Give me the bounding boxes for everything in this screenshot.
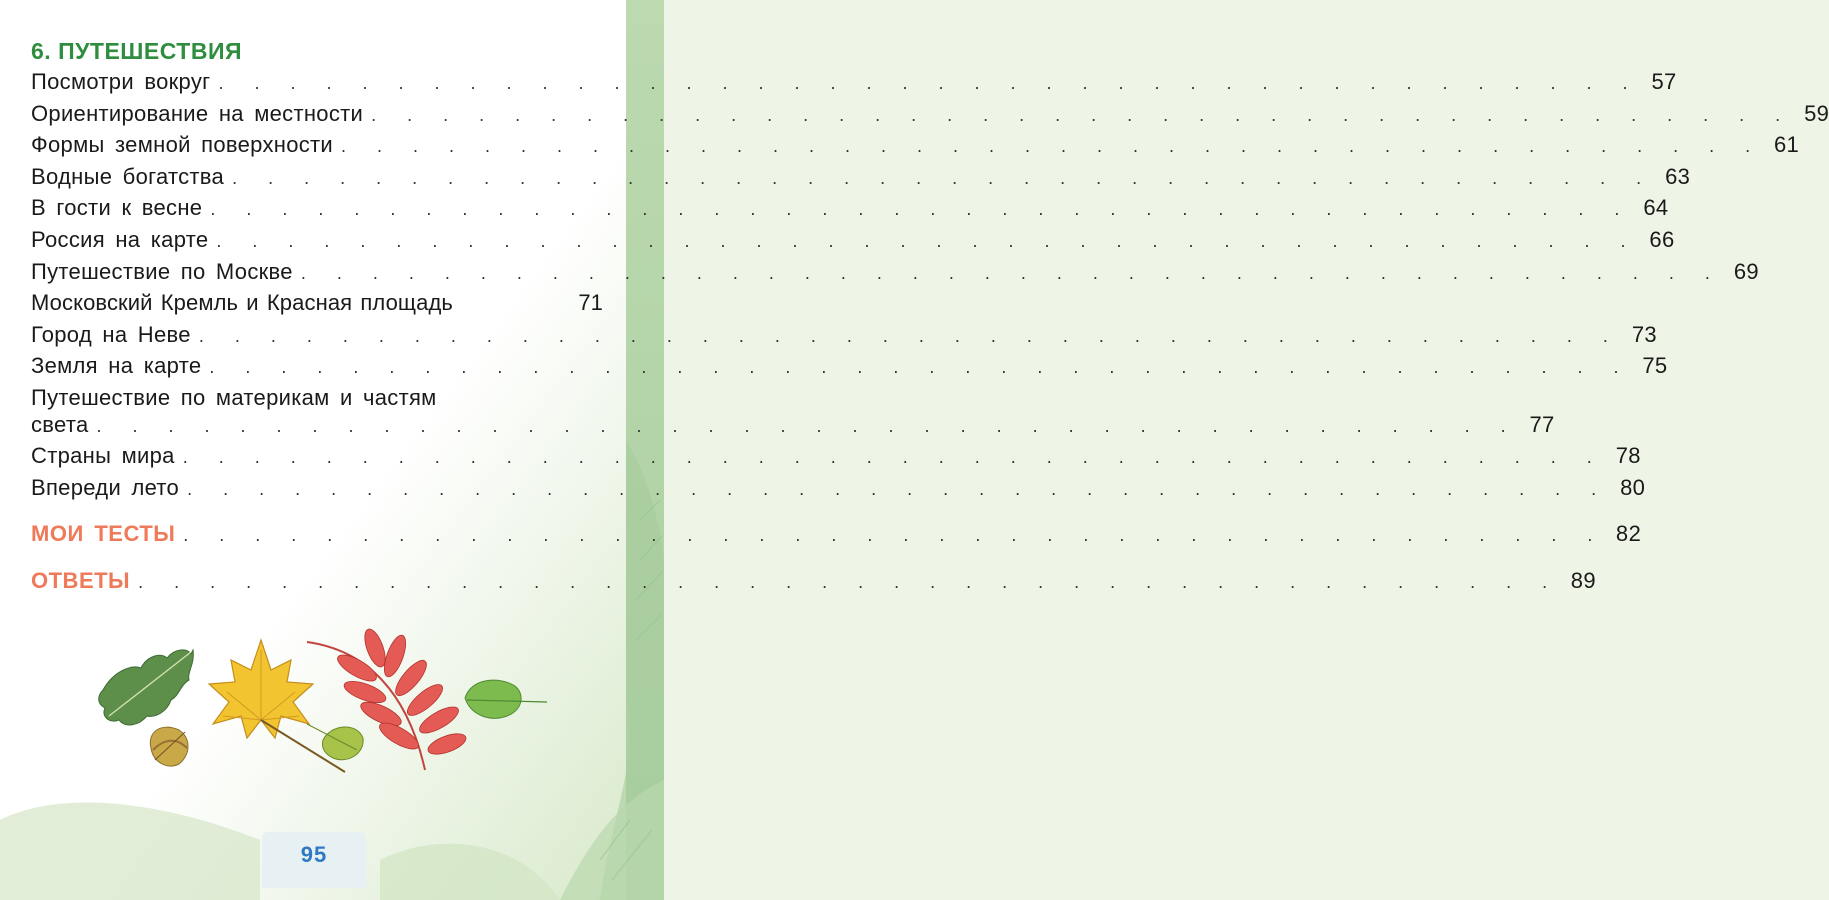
toc-entry-page: 57: [1651, 69, 1677, 94]
toc-entry: [31, 350, 1668, 382]
toc-entry: [31, 161, 1691, 193]
toc-entry: [31, 409, 1555, 441]
toc-entry-page: 80: [1620, 474, 1646, 500]
toc-entry-title: Страны мира: [31, 443, 175, 469]
toc-entry-title: Московский Кремль и Красная площадь: [31, 290, 453, 316]
dot-leader: . . . . . . . . . . . . . . . . . . . . . . . . . . . . . . . . . . . . . . . .: [209, 357, 1630, 378]
toc-entry-my-tests: [31, 518, 1642, 550]
toc-entry-title-continued: света: [31, 411, 89, 437]
toc-entry-title: Формы земной поверхности: [31, 132, 333, 158]
toc-entry-page: 82: [1615, 521, 1642, 547]
toc-entry: [31, 440, 1641, 472]
dot-leader: . . . . . . . . . . . . . . . . . . . . . . . . . . . . . . . . . . . . . . . .: [182, 447, 1603, 468]
dot-leader: . . . . . . . . . . . . . . . . . . . . . . . . . . . . . . . . . . . . . . . .: [210, 199, 1631, 220]
page-number-tab: [262, 832, 366, 888]
dot-leader: . . . . . . . . . . . . . . . . . . . . . . . . . . . . . . . . . . . . . . . .: [187, 478, 1608, 499]
toc-entry-page: 64: [1643, 195, 1669, 221]
toc-entry-page: 73: [1631, 321, 1657, 347]
toc-entry: [31, 192, 1669, 224]
toc-entry: [31, 224, 1675, 256]
toc-entry: [31, 98, 1829, 130]
toc-entry-title: Посмотри вокруг: [31, 69, 211, 94]
toc-entry-page: 75: [1642, 353, 1668, 379]
toc-entry-title: Земля на карте: [31, 353, 202, 379]
toc-entry: [31, 319, 1657, 351]
toc-entry-title: Впереди лето: [31, 474, 180, 500]
dot-leader: . . . . . . . . . . . . . . . . . . . . . . . . . . . . . . . . . . . . . . . .: [96, 415, 1517, 436]
autumn-leaves-illustration: [95, 620, 555, 780]
dot-leader: . . . . . . . . . . . . . . . . . . . . . . . . . . . . . . . . . . . . . . . .: [138, 571, 1559, 592]
dot-leader: . . . . . . . . . . . . . . . . . . . . . . . . . . . . . . . . . . . . . . . .: [300, 262, 1721, 283]
dot-leader: . . . . . . . . . . . . . . . . . . . . . . . . . . . . . . . . . . . . . . . .: [218, 73, 1639, 93]
toc-entry-page: 69: [1733, 258, 1759, 284]
toc-entry-title: Город на Неве: [31, 321, 191, 347]
dot-leader: . . . . . . . . . . . . . . . . . . . . . . . . . . . . . . . . . . . . . . . .: [183, 525, 1604, 546]
dot-leader: . . . . . . . . . . . . . . . . . . . . . . . . . . . . . . . . . . . . . . . .: [216, 230, 1637, 251]
toc-entry-title: Путешествие по материкам и частям: [31, 384, 437, 410]
toc-entry-page: 63: [1665, 163, 1691, 189]
toc-entry-title: В гости к весне: [31, 195, 203, 221]
maple-leaf-icon: [209, 640, 345, 772]
toc-entry-title: Россия на карте: [31, 226, 209, 252]
toc-entry-title: ОТВЕТЫ: [31, 567, 131, 593]
toc-entry: [31, 287, 603, 319]
toc-entry-answers: [31, 565, 1597, 597]
table-of-contents: [31, 36, 1829, 597]
dot-leader: . . . . . . . . . . . . . . . . . . . . . . . . . . . . . . . . . . . . . . . .: [371, 104, 1792, 125]
toc-entry-page: 77: [1529, 411, 1555, 437]
section-title: 6. ПУТЕШЕСТВИЯ: [31, 38, 243, 64]
toc-entry-page: 78: [1615, 443, 1641, 469]
toc-entry-page: 59: [1804, 100, 1829, 126]
dot-leader: . . . . . . . . . . . . . . . . . . . . . . . . . . . . . . . . . . . . . . . .: [198, 325, 1619, 346]
dot-leader: . . . . . . . . . . . . . . . . . . . . . . . . . . . . . . . . . . . . . . . .: [341, 136, 1762, 157]
toc-entry: [31, 256, 1759, 288]
oak-leaf-icon: [99, 650, 194, 725]
toc-entry-title: Путешествие по Москве: [31, 258, 293, 284]
toc-entry-title: МОИ ТЕСТЫ: [31, 521, 176, 547]
toc-entry-page: 71: [578, 290, 603, 316]
toc-entry-page: 66: [1649, 226, 1675, 252]
toc-entry: [31, 472, 1646, 504]
toc-entry-page: 61: [1774, 132, 1800, 158]
dot-leader: . . . . . . . . . . . . . . . . . . . . . . . . . . . . . . . . . . . . . . . .: [232, 167, 1653, 188]
toc-entry: [31, 129, 1800, 161]
page-number: 95: [300, 842, 328, 867]
toc-entry-page: 89: [1570, 567, 1597, 593]
birch-leaf-icon: [465, 680, 547, 718]
toc-entry-title: Ориентирование на местности: [31, 100, 364, 126]
toc-entry-title: Водные богатства: [31, 163, 225, 189]
small-leaf-icon: [150, 727, 188, 766]
toc-entry: [31, 66, 1677, 98]
